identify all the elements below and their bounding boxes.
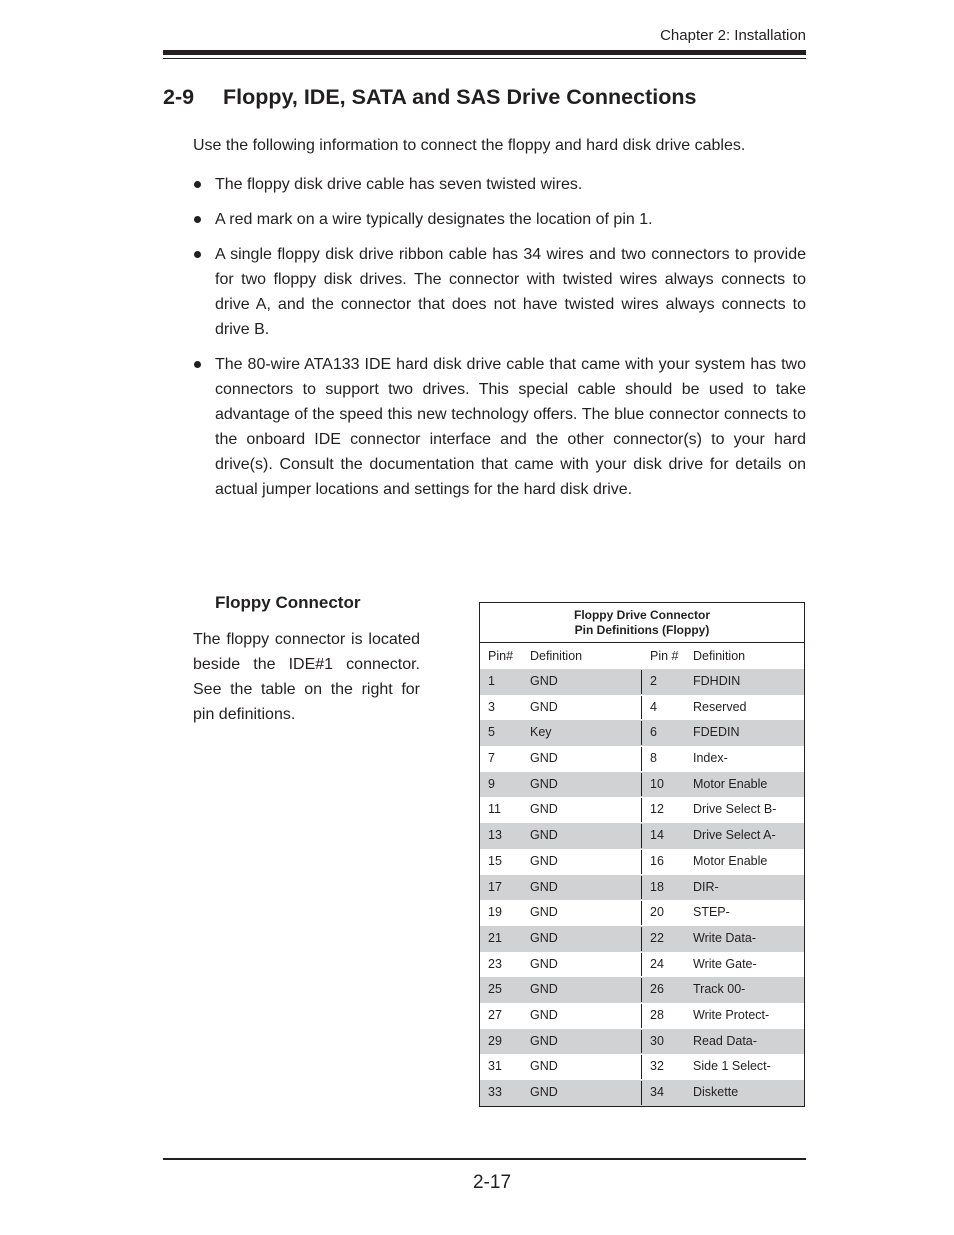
column-header-definition: Definition <box>693 649 746 663</box>
pin-number-cell: 18 <box>650 879 664 894</box>
intro-text: Use the following information to connect the floppy and hard disk drive cables. <box>193 137 746 154</box>
pin-number-cell: 22 <box>650 930 664 945</box>
column-divider <box>641 696 642 720</box>
table-row <box>480 1080 804 1106</box>
bullet-item: The 80-wire ATA133 IDE hard disk drive cable that came with your system has two connectors to support two drives. This special cable should be used to take advantage of the speed this new technology offers. The blue connector connects to the onboard IDE connector interface and the other connector(s) to your hard drive(s). Consult the documentation that came with your disk drive for details on actual jumper locations and settings for the hard disk drive. <box>193 352 806 502</box>
pin-definition-cell: GND <box>530 853 558 868</box>
pin-number-cell: 5 <box>488 725 495 740</box>
pin-number-cell: 25 <box>488 982 502 997</box>
pin-number-cell: 11 <box>488 802 501 817</box>
bullet-dot-icon <box>194 251 201 258</box>
table-row <box>480 849 804 875</box>
pin-number-cell: 16 <box>650 853 664 868</box>
table-row <box>480 900 804 926</box>
pin-number-cell: 14 <box>650 828 664 843</box>
pin-definition-cell: Diskette <box>693 1085 739 1099</box>
pin-number-cell: 4 <box>650 699 657 714</box>
bullet-item: A red mark on a wire typically designates the location of pin 1. <box>193 207 806 232</box>
bullet-dot-icon <box>194 216 201 223</box>
floppy-connector-description: The floppy connector is located beside the IDE#1 connector. See the table on the right for pin definitions. <box>193 631 420 723</box>
table-row <box>480 797 804 823</box>
pin-number-cell: 6 <box>650 725 657 740</box>
pin-definition-cell: GND <box>530 1085 558 1099</box>
bullet-list <box>193 172 806 512</box>
pin-number-cell: 29 <box>488 1033 502 1048</box>
pin-definition-cell: Reserved <box>693 699 747 714</box>
table-row <box>480 823 804 849</box>
pin-number-cell: 19 <box>488 905 502 920</box>
table-body <box>480 669 804 1106</box>
pin-number-cell: 10 <box>650 776 664 791</box>
pin-number-cell: 27 <box>488 1007 502 1022</box>
column-divider <box>641 876 642 900</box>
pin-definition-cell: FDHDIN <box>693 674 741 688</box>
pin-number-cell: 9 <box>488 776 495 791</box>
table-title-line2: Pin Definitions (Floppy) <box>574 623 710 637</box>
table-title <box>480 603 804 643</box>
pin-number-cell: 3 <box>488 699 495 714</box>
pin-number-cell: 32 <box>650 1059 664 1074</box>
pin-definition-cell: Write Gate- <box>693 956 757 971</box>
pin-number-cell: 20 <box>650 905 664 920</box>
pin-definition-cell: Key <box>530 725 552 740</box>
pin-definition-cell: Write Protect- <box>693 1007 770 1022</box>
pin-definition-cell: Motor Enable <box>693 776 768 791</box>
pin-definition-cell: GND <box>530 1007 558 1022</box>
pin-number-cell: 34 <box>650 1085 664 1099</box>
pin-definition-cell: GND <box>530 776 558 791</box>
header-rule-thin <box>163 58 806 59</box>
table-row <box>480 669 804 695</box>
table-row <box>480 875 804 901</box>
column-divider <box>641 1030 642 1054</box>
pin-definition-cell: GND <box>530 956 558 971</box>
column-divider <box>641 824 642 848</box>
pin-definition-cell: Drive Select A- <box>693 828 776 843</box>
pin-number-cell: 15 <box>488 853 502 868</box>
pin-number-cell: 33 <box>488 1085 502 1099</box>
column-divider <box>641 773 642 797</box>
table-row <box>480 952 804 978</box>
table-row <box>480 1054 804 1080</box>
table-row <box>480 1029 804 1055</box>
pin-number-cell: 13 <box>488 828 502 843</box>
column-divider <box>641 953 642 977</box>
column-divider <box>641 1055 642 1079</box>
pin-number-cell: 26 <box>650 982 664 997</box>
floppy-connector-title: Floppy Connector <box>215 593 361 612</box>
column-divider <box>641 901 642 925</box>
pin-definition-cell: GND <box>530 751 558 766</box>
column-divider <box>641 747 642 771</box>
table-row <box>480 1003 804 1029</box>
pin-definition-cell: DIR- <box>693 879 719 894</box>
pin-definition-cell: GND <box>530 802 558 817</box>
pin-definition-cell: GND <box>530 674 558 688</box>
bullet-dot-icon <box>194 361 201 368</box>
pin-number-cell: 31 <box>488 1059 502 1074</box>
header-rule-thick <box>163 50 806 55</box>
table-title-line1: Floppy Drive Connector <box>573 608 710 622</box>
pin-definition-cell: Motor Enable <box>693 853 768 868</box>
pin-definition-cell: GND <box>530 982 558 997</box>
bullet-dot-icon <box>194 181 201 188</box>
table-row <box>480 695 804 721</box>
pin-definition-cell: Side 1 Select- <box>693 1059 771 1074</box>
table-row <box>480 977 804 1003</box>
pin-number-cell: 2 <box>650 674 657 688</box>
column-divider <box>641 927 642 951</box>
column-divider <box>641 721 642 745</box>
footer-rule <box>163 1158 806 1160</box>
section-number: 2-9 <box>163 85 195 109</box>
pin-definition-cell: Write Data- <box>693 930 756 945</box>
table-row <box>480 772 804 798</box>
pin-definition-cell: STEP- <box>693 905 730 920</box>
section-title <box>163 85 696 110</box>
pin-number-cell: 1 <box>488 674 495 688</box>
table-header-row <box>480 643 804 669</box>
page-number: 2-17 <box>472 1172 512 1193</box>
column-header-definition: Definition <box>530 649 583 663</box>
pin-number-cell: 23 <box>488 956 502 971</box>
pin-number-cell: 8 <box>650 751 657 766</box>
column-divider <box>641 1004 642 1028</box>
pin-definition-cell: GND <box>530 905 558 920</box>
pin-definition-cell: GND <box>530 1033 558 1048</box>
table-row <box>480 746 804 772</box>
column-divider <box>641 850 642 874</box>
pin-definition-cell: Track 00- <box>693 982 746 997</box>
table-row <box>480 926 804 952</box>
pin-number-cell: 24 <box>650 956 664 971</box>
column-header-pin: Pin # <box>650 649 679 663</box>
pin-definition-cell: Index- <box>693 751 728 766</box>
pin-definition-cell: GND <box>530 930 558 945</box>
column-header-pin: Pin# <box>488 649 514 663</box>
pin-number-cell: 21 <box>488 930 502 945</box>
pin-definition-cell: GND <box>530 828 558 843</box>
pin-definition-cell: GND <box>530 699 558 714</box>
pin-number-cell: 7 <box>488 751 495 766</box>
pin-definition-cell: Read Data- <box>693 1033 757 1048</box>
pin-definition-cell: GND <box>530 1059 558 1074</box>
pin-number-cell: 28 <box>650 1007 664 1022</box>
section-title-text: Floppy, IDE, SATA and SAS Drive Connections <box>223 85 697 109</box>
pin-definition-cell: Drive Select B- <box>693 802 777 817</box>
pin-number-cell: 17 <box>488 879 502 894</box>
pin-definition-cell: FDEDIN <box>693 725 740 740</box>
pin-definition-table <box>479 602 805 1107</box>
chapter-header: Chapter 2: Installation <box>660 27 806 44</box>
table-row <box>480 720 804 746</box>
column-divider <box>641 978 642 1002</box>
column-divider <box>641 798 642 822</box>
pin-number-cell: 12 <box>650 802 664 817</box>
column-divider <box>641 1081 642 1105</box>
pin-definition-cell: GND <box>530 879 558 894</box>
pin-number-cell: 30 <box>650 1033 664 1048</box>
bullet-item: A single floppy disk drive ribbon cable has 34 wires and two connectors to provide for two floppy disk drives. The connector with twisted wires always connects to drive A, and the connector that does not have twisted wires always connects to drive B. <box>193 242 806 342</box>
column-divider <box>641 670 642 694</box>
bullet-item: The floppy disk drive cable has seven twisted wires. <box>193 172 806 197</box>
